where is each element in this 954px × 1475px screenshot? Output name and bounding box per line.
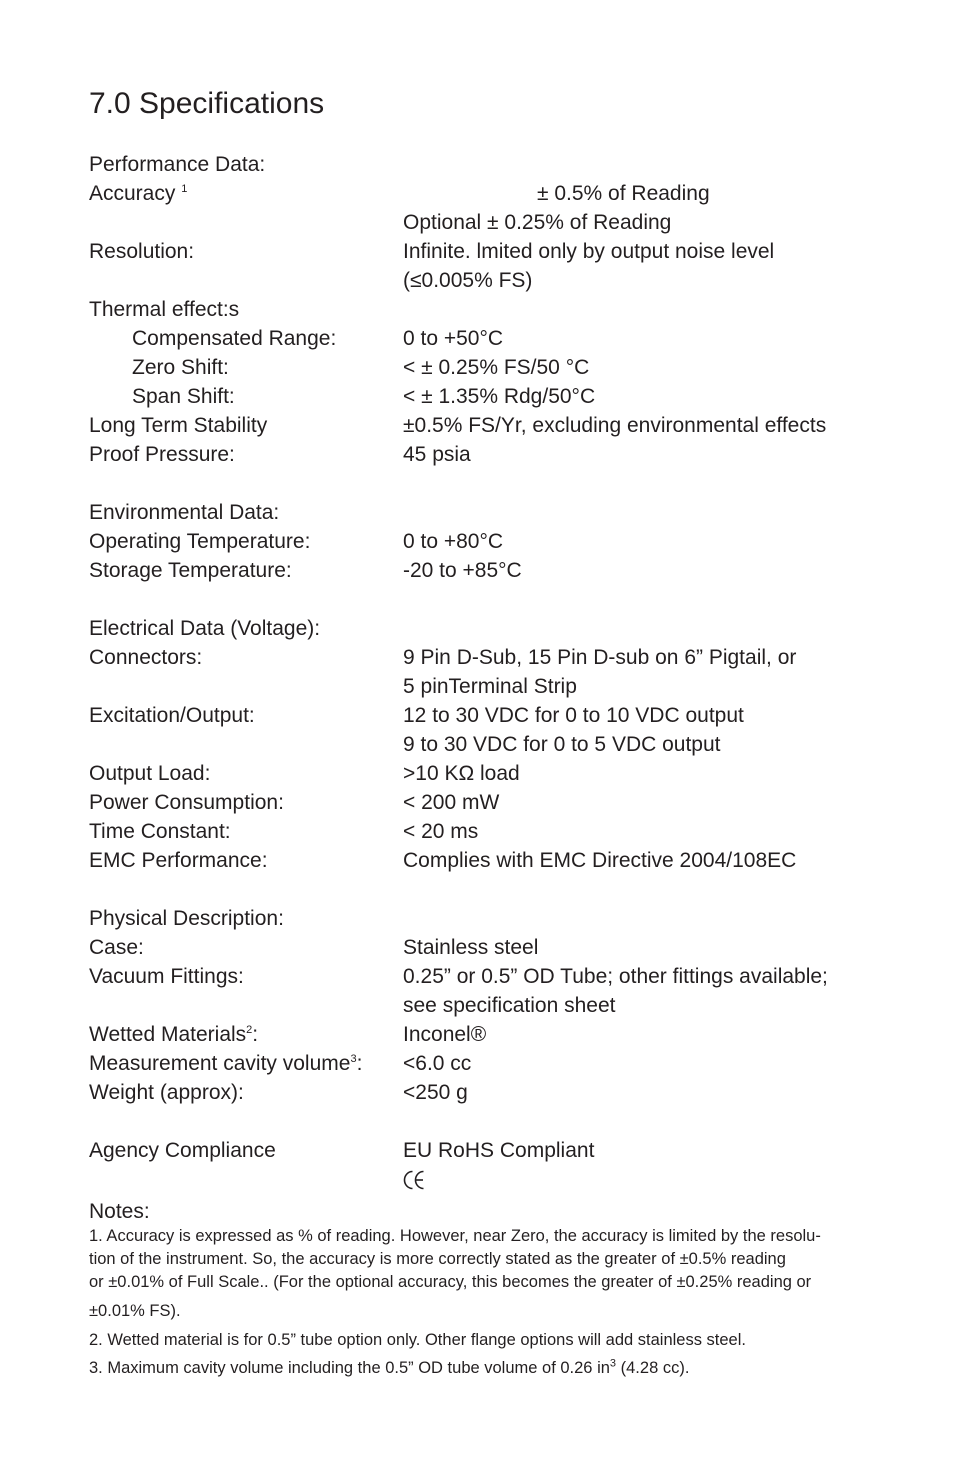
- table-row: [89, 643, 889, 672]
- table-row: [89, 817, 889, 846]
- page-title: 7.0 Specifications: [89, 87, 325, 120]
- spec-label: EMC Performance:: [89, 849, 268, 872]
- spec-label: Excitation/Output:: [89, 704, 255, 727]
- spec-value: Stainless steel: [403, 936, 539, 959]
- spec-value: 9 to 30 VDC for 0 to 5 VDC output: [403, 733, 721, 756]
- footnote-ref: 3: [350, 1053, 357, 1065]
- spacer-row: [89, 585, 889, 614]
- footnote-ref: 2: [246, 1024, 253, 1036]
- note-line: or ±0.01% of Full Scale.. (For the optional accuracy, this becomes the greater of ±0.25% reading or: [89, 1273, 812, 1291]
- spec-value: <6.0 cc: [403, 1052, 472, 1075]
- table-row: [89, 179, 889, 208]
- table-row: [89, 788, 889, 817]
- table-row: [89, 759, 889, 788]
- section-heading: Environmental Data:: [89, 501, 280, 524]
- spec-value: ± 0.5% of Reading: [537, 182, 710, 205]
- table-row: [89, 266, 889, 295]
- spec-table: [89, 150, 889, 1165]
- spec-value: < 200 mW: [403, 791, 500, 814]
- table-row: [89, 672, 889, 701]
- note-2: 2. Wetted material is for 0.5” tube option only. Other flange options will add stainless steel.: [89, 1331, 746, 1349]
- spacer-row: [89, 1107, 889, 1136]
- section-heading: Performance Data:: [89, 153, 266, 176]
- spec-value: Complies with EMC Directive 2004/108EC: [403, 849, 797, 872]
- spec-value: Inconel®: [403, 1023, 487, 1046]
- spec-value: 45 psia: [403, 443, 471, 466]
- spec-label: Power Consumption:: [89, 791, 284, 814]
- spec-value: >10 KΩ load: [403, 762, 520, 785]
- note-line: ±0.01% FS).: [89, 1302, 181, 1320]
- spec-label: Connectors:: [89, 646, 203, 669]
- table-row: [89, 150, 889, 179]
- spec-label: Zero Shift:: [132, 356, 229, 379]
- spec-value: EU RoHS Compliant: [403, 1139, 595, 1162]
- spacer-row: [89, 875, 889, 904]
- spec-value: < 20 ms: [403, 820, 479, 843]
- footnote-ref: 1: [181, 183, 188, 195]
- spec-value: 5 pinTerminal Strip: [403, 675, 577, 698]
- table-row: [89, 295, 889, 324]
- spec-label: Span Shift:: [132, 385, 235, 408]
- notes-section: [89, 1225, 879, 1377]
- note-line: 1. Accuracy is expressed as % of reading. However, near Zero, the accuracy is limited by the resolu-: [89, 1227, 821, 1245]
- table-row: [89, 556, 889, 585]
- spec-value: 0 to +50°C: [403, 327, 504, 350]
- spec-label: Weight (approx):: [89, 1081, 244, 1104]
- spec-value: (≤0.005% FS): [403, 269, 533, 292]
- table-row: [89, 1049, 889, 1078]
- table-row: [89, 933, 889, 962]
- spec-label: Agency Compliance: [89, 1139, 276, 1162]
- spec-label: Resolution:: [89, 240, 195, 263]
- spec-label: Storage Temperature:: [89, 559, 292, 582]
- table-row: [89, 324, 889, 353]
- spec-value: Optional ± 0.25% of Reading: [403, 211, 672, 234]
- spec-value: 9 Pin D-Sub, 15 Pin D-sub on 6” Pigtail, or: [403, 646, 797, 669]
- spec-value: Infinite. lmited only by output noise level: [403, 240, 775, 263]
- table-row: [89, 440, 889, 469]
- spec-value: 0.25” or 0.5” OD Tube; other fittings available;: [403, 965, 828, 988]
- section-heading: Electrical Data (Voltage):: [89, 617, 321, 640]
- spacer-row: [89, 469, 889, 498]
- note-line: tion of the instrument. So, the accuracy is more correctly stated as the greater of ±0.5% reading: [89, 1250, 786, 1268]
- table-row: [89, 527, 889, 556]
- table-row: [89, 846, 889, 875]
- spec-value: < ± 1.35% Rdg/50°C: [403, 385, 596, 408]
- table-row: [89, 1136, 889, 1165]
- spec-label: Wetted Materials$^2$:: [89, 1023, 259, 1046]
- spec-label: Case:: [89, 936, 144, 959]
- spec-label: Operating Temperature:: [89, 530, 311, 553]
- table-row: [89, 208, 889, 237]
- table-row: [89, 962, 889, 991]
- note-3: 3. Maximum cavity volume including the 0.5” OD tube volume of 0.26 $in^3$ (4.28 cc).: [89, 1357, 690, 1377]
- table-row: [89, 382, 889, 411]
- table-row: [89, 730, 889, 759]
- table-row: [89, 1020, 889, 1049]
- table-row: [89, 904, 889, 933]
- section-heading: Physical Description:: [89, 907, 284, 930]
- table-row: [89, 237, 889, 266]
- table-row: [89, 498, 889, 527]
- superscript: 3: [609, 1357, 617, 1370]
- spec-value: < ± 0.25% FS/50 °C: [403, 356, 590, 379]
- spec-label: Time Constant:: [89, 820, 231, 843]
- ce-mark-icon: [403, 1168, 425, 1192]
- table-row: [89, 353, 889, 382]
- spec-label: Long Term Stability: [89, 414, 268, 437]
- note-1: [89, 1225, 879, 1325]
- spec-label: Accuracy $^1$: [89, 182, 188, 205]
- spec-value: 0 to +80°C: [403, 530, 504, 553]
- spec-label: Proof Pressure:: [89, 443, 235, 466]
- table-row: [89, 411, 889, 440]
- table-row: [89, 1078, 889, 1107]
- spec-value: -20 to +85°C: [403, 559, 522, 582]
- spec-value: see specification sheet: [403, 994, 616, 1017]
- spec-label: Compensated Range:: [132, 327, 337, 350]
- spec-label: Vacuum Fittings:: [89, 965, 244, 988]
- spec-value: ±0.5% FS/Yr, excluding environmental effects: [403, 414, 827, 437]
- spec-label: Measurement cavity volume$^3$:: [89, 1052, 363, 1075]
- table-row: [89, 991, 889, 1020]
- spec-value: <250 g: [403, 1081, 468, 1104]
- spec-label: Output Load:: [89, 762, 211, 785]
- table-row: [89, 701, 889, 730]
- spec-label: Thermal effect:s: [89, 298, 240, 321]
- spec-value: 12 to 30 VDC for 0 to 10 VDC output: [403, 704, 744, 727]
- table-row: [89, 614, 889, 643]
- notes-heading: Notes:: [89, 1200, 150, 1223]
